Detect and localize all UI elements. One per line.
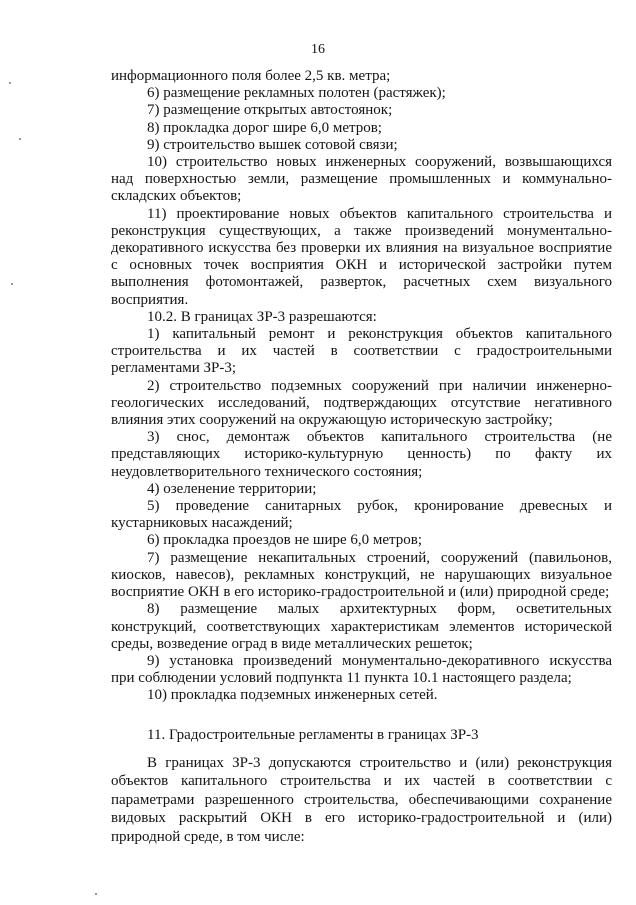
scan-speck [9,82,11,84]
clause-10-2-heading: 10.2. В границах ЗР-3 разрешаются: [147,308,377,325]
allowed-item-6: 6) прокладка проездов не шире 6,0 метров; [147,532,423,549]
paragraph-continuation: информационного поля более 2,5 кв. метра; [111,68,391,84]
allowed-item-1: 1) капитальный ремонт и реконструкция объектов капитального строительства и их частей в соответствии с градостроительными регламентами ЗР-3; [111,326,612,377]
allowed-item-4: 4) озеленение территории; [147,480,317,497]
scan-speck [95,893,97,895]
document-body [111,68,612,846]
section-paragraph: В границах ЗР-3 допускаются строительство и (или) реконструкция объектов капитального строительства и их частей в соответствии с параметрами разрешенного строительства, обеспечивающими сохранение видовых раскрытий ОКН в его историко-градостроительной и (или) природной среде, в том числе: [111,754,612,845]
allowed-item-10: 10) прокладка подземных инженерных сетей. [147,687,438,704]
list-item-7: 7) размещение открытых автостоянок; [147,102,393,119]
allowed-item-8: 8) размещение малых архитектурных форм, осветительных конструкций, соответствующих характеристикам элементов исторической среды, возведение оград в виде металлических решеток; [111,601,612,652]
list-item-8: 8) прокладка дорог шире 6,0 метров; [147,119,382,136]
section-heading: 11. Градостроительные регламенты в границах ЗР-3 [147,726,479,743]
list-item-11: 11) проектирование новых объектов капитального строительства и реконструкция существующих, а также произведений монументально-декоративного искусства без проверки их влияния на визуальное восприятие с основных точек восприятия ОКН и исторической застройки путем выполнения фотомонтажей, разверток, расчетных схем визуального восприятия. [111,205,612,308]
list-item-10: 10) строительство новых инженерных сооружений, возвышающихся над поверхностью земли, размещение промышленных и коммунально-складских объектов; [111,154,612,205]
list-item-9: 9) строительство вышек сотовой связи; [147,136,398,153]
allowed-item-5: 5) проведение санитарных рубок, кронирование древесных и кустарниковых насаждений; [111,498,612,532]
list-item-6: 6) размещение рекламных полотен (растяжек); [147,85,446,102]
allowed-item-3: 3) снос, демонтаж объектов капитального строительства (не представляющих историко-культурную ценность) по факту их неудовлетворительного технического состояния; [111,429,612,480]
allowed-item-7: 7) размещение некапитальных строений, сооружений (павильонов, киосков, навесов), рекламных конструкций, не нарушающих визуальное восприятие ОКН в его историко-градостроительной и (или) природной среде; [111,549,612,601]
allowed-item-9: 9) установка произведений монументально-декоративного искусства при соблюдении условий подпункта 11 пункта 10.1 настоящего раздела; [111,652,612,687]
scan-speck [19,138,21,140]
page-number: 16 [311,42,325,57]
scan-speck [11,283,13,285]
allowed-item-2: 2) строительство подземных сооружений при наличии инженерно-геологических исследований, подтверждающих отсутствие негативного влияния этих сооружений на окружающую историческую застройку; [111,377,612,429]
